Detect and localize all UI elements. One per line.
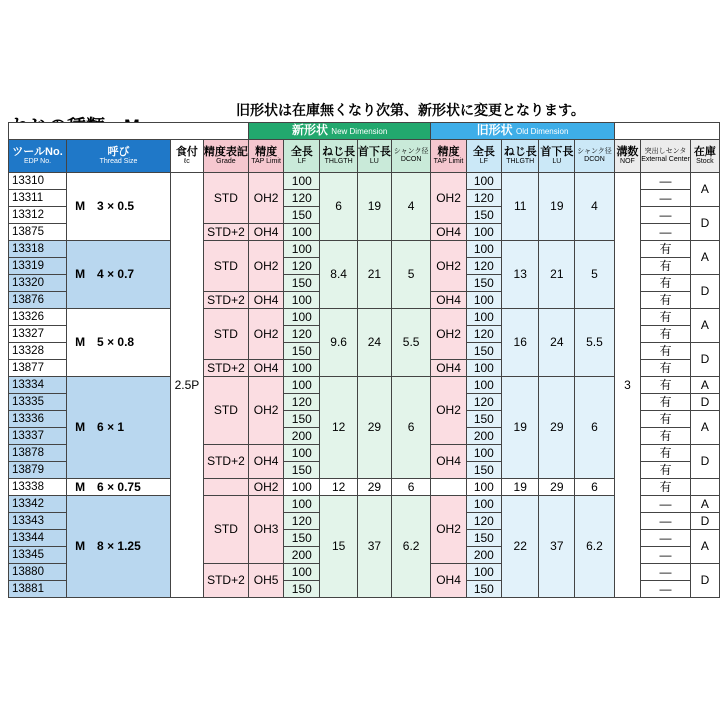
thlgth: 12 [320, 377, 358, 479]
grade: STD [203, 496, 248, 564]
lf: 100 [284, 564, 320, 581]
lf: 150 [284, 462, 320, 479]
edp-no: 13327 [9, 326, 67, 343]
edp-no: 13337 [9, 428, 67, 445]
old-lf: 120 [466, 326, 501, 343]
external-center: — [641, 530, 691, 547]
lf: 100 [284, 173, 320, 190]
grade: STD+2 [203, 360, 248, 377]
old-tap-limit: OH2 [431, 173, 466, 224]
header-lu [357, 140, 391, 173]
old-lf: 100 [466, 309, 501, 326]
header-en: TAP Limit [433, 158, 464, 165]
old-lu: 21 [539, 241, 575, 309]
external-center: — [641, 224, 691, 241]
stock: A [690, 309, 719, 343]
header-old-shape [431, 123, 614, 140]
dcon: 6 [391, 479, 430, 496]
lf: 120 [284, 258, 320, 275]
old-lf: 100 [466, 224, 501, 241]
lf: 120 [284, 190, 320, 207]
header-jp: 首下長 [357, 146, 391, 158]
header-jp: 全長 [290, 146, 313, 158]
old-thlgth: 19 [501, 377, 539, 479]
external-center: 有 [641, 411, 691, 428]
edp-no: 13879 [9, 462, 67, 479]
nof-value: 3 [614, 173, 641, 598]
grade: STD+2 [203, 224, 248, 241]
new-shape-label: 新形状 [291, 123, 328, 137]
tap-limit: OH2 [248, 479, 283, 496]
old-tap-limit: OH2 [431, 496, 466, 564]
lf: 150 [284, 343, 320, 360]
external-center: 有 [641, 258, 691, 275]
header-en: ℓc [184, 158, 190, 165]
thlgth: 6 [320, 173, 358, 241]
lu: 21 [357, 241, 391, 309]
edp-no: 13877 [9, 360, 67, 377]
old-lf: 150 [466, 275, 501, 292]
lf: 150 [284, 581, 320, 598]
edp-no: 13881 [9, 581, 67, 598]
header-old-tap [431, 140, 466, 173]
thlgth: 15 [320, 496, 358, 598]
old-lf: 100 [466, 173, 501, 190]
old-lf: 120 [466, 513, 501, 530]
edp-no: 13334 [9, 377, 67, 394]
grade: STD [203, 377, 248, 445]
old-thlgth: 16 [501, 309, 539, 377]
grade: STD+2 [203, 445, 248, 479]
lf: 100 [284, 309, 320, 326]
external-center: — [641, 496, 691, 513]
lf: 100 [284, 377, 320, 394]
table-row [9, 173, 720, 190]
old-thlgth: 22 [501, 496, 539, 598]
header-jp: ねじ長 [503, 146, 537, 158]
thlgth: 8.4 [320, 241, 358, 309]
old-lf: 100 [466, 564, 501, 581]
lu: 29 [357, 479, 391, 496]
header-old-dcon [575, 140, 614, 173]
stock: D [690, 275, 719, 309]
edp-no: 13319 [9, 258, 67, 275]
notice-text: 旧形状は在庫無くなり次第、新形状に変更となります。 [236, 102, 585, 118]
header-tap [248, 140, 283, 173]
grade: STD [203, 309, 248, 360]
table-row [9, 479, 720, 496]
old-lf: 150 [466, 530, 501, 547]
lf: 100 [284, 479, 320, 496]
dcon: 4 [391, 173, 430, 241]
header-jp: 精度表記 [203, 146, 248, 158]
external-center: — [641, 564, 691, 581]
edp-no: 13320 [9, 275, 67, 292]
header-en: LF [297, 158, 306, 165]
tap-limit: OH3 [248, 496, 283, 564]
thread-size: M 3 × 0.5 [67, 173, 171, 241]
external-center: — [641, 190, 691, 207]
header-jp: ねじ長 [322, 146, 356, 158]
tap-limit: OH2 [248, 173, 283, 224]
edp-no: 13328 [9, 343, 67, 360]
stock: D [690, 207, 719, 241]
old-dcon: 4 [575, 173, 614, 241]
lf: 200 [284, 547, 320, 564]
old-lu: 37 [539, 496, 575, 598]
old-tap-limit: OH4 [431, 360, 466, 377]
edp-no: 13880 [9, 564, 67, 581]
tap-limit: OH4 [248, 360, 283, 377]
header-en: TAP Limit [251, 158, 281, 165]
lf: 100 [284, 445, 320, 462]
table-row [9, 377, 720, 394]
old-lf: 100 [466, 377, 501, 394]
thread-size: M 6 × 1 [67, 377, 171, 479]
old-dim-label: Old Dimension [515, 127, 569, 136]
external-center: 有 [641, 445, 691, 462]
dcon: 5 [391, 241, 430, 309]
header-jp: 突出しセンタ [644, 148, 687, 155]
external-center: — [641, 173, 691, 190]
table-row [9, 496, 720, 513]
stock: D [690, 445, 719, 479]
header-en: Thread Size [99, 158, 138, 165]
old-lf: 100 [466, 496, 501, 513]
header-bite [170, 140, 203, 173]
external-center: 有 [641, 343, 691, 360]
external-center: 有 [641, 275, 691, 292]
spec-table [8, 122, 720, 598]
header-en: EDP No. [23, 158, 52, 165]
edp-no: 13878 [9, 445, 67, 462]
old-lf: 150 [466, 581, 501, 598]
table-row [9, 309, 720, 326]
header-jp: シャンク径 [393, 148, 429, 155]
stock: D [690, 394, 719, 411]
external-center: 有 [641, 394, 691, 411]
old-lf: 100 [466, 292, 501, 309]
header-jp: 精度 [437, 146, 460, 158]
edp-no: 13345 [9, 547, 67, 564]
old-tap-limit: OH4 [431, 224, 466, 241]
header-en: THLGTH [506, 158, 535, 165]
old-tap-limit [431, 479, 466, 496]
header-row-2 [9, 140, 720, 173]
header-ext [641, 140, 691, 173]
tap-limit: OH4 [248, 292, 283, 309]
old-shape-label: 旧形状 [476, 123, 513, 137]
old-dcon: 5 [575, 241, 614, 309]
lu: 19 [357, 173, 391, 241]
header-jp: シャンク径 [577, 148, 612, 155]
header-jp: 在庫 [693, 146, 716, 158]
edp-no: 13312 [9, 207, 67, 224]
old-lf: 100 [466, 241, 501, 258]
lf: 200 [284, 428, 320, 445]
header-en: Grade [216, 158, 236, 165]
old-lf: 120 [466, 258, 501, 275]
old-thlgth: 13 [501, 241, 539, 309]
old-tap-limit: OH4 [431, 292, 466, 309]
external-center: 有 [641, 377, 691, 394]
dcon: 5.5 [391, 309, 430, 377]
lf: 150 [284, 275, 320, 292]
edp-no: 13342 [9, 496, 67, 513]
lf: 100 [284, 224, 320, 241]
header-en: DCON [400, 156, 422, 163]
stock: D [690, 513, 719, 530]
header-jp: ツールNo. [12, 146, 63, 158]
tap-limit: OH2 [248, 377, 283, 445]
header-en: NOF [620, 158, 635, 165]
grade: STD [203, 173, 248, 224]
old-dcon: 6 [575, 377, 614, 479]
thlgth: 12 [320, 479, 358, 496]
old-dcon: 6 [575, 479, 614, 496]
old-lf: 150 [466, 343, 501, 360]
old-tap-limit: OH4 [431, 564, 466, 598]
bite-value: 2.5P [170, 173, 203, 598]
header-en: LF [479, 158, 488, 165]
lu: 24 [357, 309, 391, 377]
lf: 120 [284, 394, 320, 411]
old-lf: 200 [466, 547, 501, 564]
header-dcon [391, 140, 430, 173]
grade: STD+2 [203, 564, 248, 598]
lu: 37 [357, 496, 391, 598]
header-new-shape [248, 123, 430, 140]
old-lf: 100 [466, 479, 501, 496]
external-center: 有 [641, 309, 691, 326]
header-spacer [614, 123, 719, 140]
external-center: — [641, 581, 691, 598]
tap-limit: OH5 [248, 564, 283, 598]
edp-no: 13338 [9, 479, 67, 496]
old-dcon: 5.5 [575, 309, 614, 377]
spec-table-body [9, 123, 720, 598]
header-nof [614, 140, 641, 173]
old-dcon: 6.2 [575, 496, 614, 598]
old-tap-limit: OH2 [431, 241, 466, 292]
dcon: 6.2 [391, 496, 430, 598]
edp-no: 13335 [9, 394, 67, 411]
edp-no: 13311 [9, 190, 67, 207]
edp-no: 13318 [9, 241, 67, 258]
grade [203, 479, 248, 496]
header-old-lf [466, 140, 501, 173]
external-center: 有 [641, 428, 691, 445]
thread-size: M 6 × 0.75 [67, 479, 171, 496]
header-en: THLGTH [324, 158, 353, 165]
header-en: LU [369, 158, 379, 165]
edp-no: 13876 [9, 292, 67, 309]
header-en: External Center [641, 156, 690, 163]
external-center: 有 [641, 462, 691, 479]
lf: 150 [284, 411, 320, 428]
edp-no: 13344 [9, 530, 67, 547]
lf: 120 [284, 513, 320, 530]
header-old-thlgth [501, 140, 539, 173]
header-thlgth [320, 140, 358, 173]
thlgth: 9.6 [320, 309, 358, 377]
header-jp: 全長 [472, 146, 495, 158]
header-jp: 精度 [255, 146, 278, 158]
edp-no: 13343 [9, 513, 67, 530]
old-lf: 150 [466, 207, 501, 224]
lf: 100 [284, 496, 320, 513]
old-lu: 19 [539, 173, 575, 241]
external-center: 有 [641, 479, 691, 496]
table-row [9, 241, 720, 258]
stock: A [690, 496, 719, 513]
old-thlgth: 19 [501, 479, 539, 496]
old-tap-limit: OH2 [431, 309, 466, 360]
old-lu: 29 [539, 377, 575, 479]
old-lf: 120 [466, 394, 501, 411]
header-row-1 [9, 123, 720, 140]
thread-size: M 8 × 1.25 [67, 496, 171, 598]
stock [690, 479, 719, 496]
external-center: 有 [641, 360, 691, 377]
stock: A [690, 377, 719, 394]
old-lf: 100 [466, 445, 501, 462]
header-grade [203, 140, 248, 173]
tap-limit: OH4 [248, 445, 283, 479]
header-tool-no [9, 140, 67, 173]
tap-limit: OH2 [248, 241, 283, 292]
grade: STD [203, 241, 248, 292]
external-center: — [641, 207, 691, 224]
stock: D [690, 564, 719, 598]
header-stock [690, 140, 719, 173]
external-center: 有 [641, 326, 691, 343]
external-center: — [641, 513, 691, 530]
edp-no: 13310 [9, 173, 67, 190]
lf: 100 [284, 241, 320, 258]
header-spacer [9, 123, 249, 140]
tap-limit: OH4 [248, 224, 283, 241]
header-size [67, 140, 171, 173]
lu: 29 [357, 377, 391, 479]
lf: 150 [284, 530, 320, 547]
thread-size: M 4 × 0.7 [67, 241, 171, 309]
external-center: — [641, 547, 691, 564]
edp-no: 13336 [9, 411, 67, 428]
old-lf: 150 [466, 462, 501, 479]
lf: 120 [284, 326, 320, 343]
external-center: 有 [641, 241, 691, 258]
header-en: Stock [696, 158, 714, 165]
stock: A [690, 173, 719, 207]
grade: STD+2 [203, 292, 248, 309]
edp-no: 13326 [9, 309, 67, 326]
lf: 100 [284, 292, 320, 309]
lf: 150 [284, 207, 320, 224]
old-lf: 100 [466, 360, 501, 377]
header-jp: 溝数 [616, 146, 639, 158]
stock: A [690, 411, 719, 445]
old-lf: 150 [466, 411, 501, 428]
old-thlgth: 11 [501, 173, 539, 241]
header-jp: 呼び [107, 146, 130, 158]
edp-no: 13875 [9, 224, 67, 241]
old-lu: 24 [539, 309, 575, 377]
new-dim-label: New Dimension [331, 127, 388, 136]
stock: D [690, 343, 719, 377]
old-lf: 120 [466, 190, 501, 207]
old-tap-limit: OH4 [431, 445, 466, 479]
thread-size: M 5 × 0.8 [67, 309, 171, 377]
header-en: LU [552, 158, 562, 165]
old-lu: 29 [539, 479, 575, 496]
header-jp: 首下長 [540, 146, 574, 158]
old-tap-limit: OH2 [431, 377, 466, 445]
lf: 100 [284, 360, 320, 377]
external-center: 有 [641, 292, 691, 309]
header-lf [284, 140, 320, 173]
header-old-lu [539, 140, 575, 173]
stock: A [690, 530, 719, 564]
old-lf: 200 [466, 428, 501, 445]
tap-limit: OH2 [248, 309, 283, 360]
header-en: DCON [584, 156, 605, 163]
stock: A [690, 241, 719, 275]
header-jp: 食付 [175, 146, 198, 158]
dcon: 6 [391, 377, 430, 479]
